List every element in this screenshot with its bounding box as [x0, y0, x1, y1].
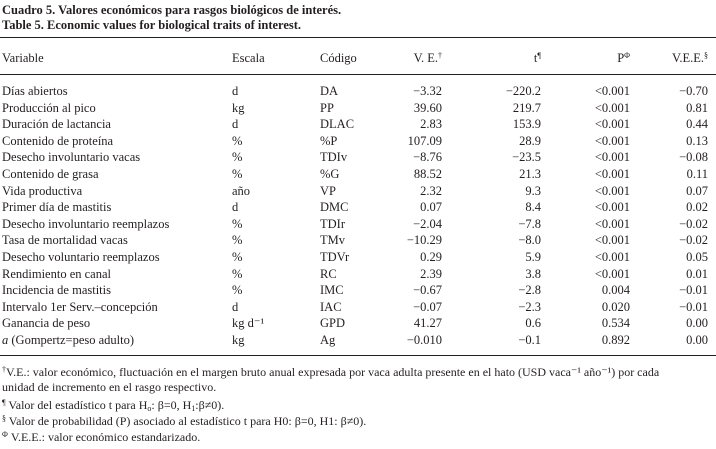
cell-escala: %	[232, 233, 243, 248]
bottom-rule	[0, 355, 716, 356]
cell-t: 0.6	[525, 316, 541, 331]
footnote-vee-mark: Φ	[2, 430, 8, 439]
cell-t: −220.2	[505, 84, 541, 98]
cell-variable: Ganancia de peso	[2, 316, 91, 331]
footnote-p-mark: §	[2, 414, 6, 423]
cell-escala: %	[232, 283, 243, 298]
cell-t: −0.1	[518, 333, 541, 347]
cell-p: 0.534	[601, 316, 630, 331]
cell-codigo: DMC	[320, 200, 349, 215]
table-row	[0, 85, 716, 102]
cell-ve: −8.76	[413, 150, 442, 165]
table-row	[0, 168, 716, 185]
cell-p: 0.020	[601, 299, 630, 314]
cell-ve: 0.29	[420, 250, 442, 264]
table-row	[0, 135, 716, 152]
cell-t: 8.4	[525, 200, 541, 215]
table-row	[0, 317, 716, 334]
cell-ve: −3.32	[413, 84, 442, 98]
table-row	[0, 151, 716, 168]
cell-t: 3.8	[525, 266, 541, 281]
cell-escala: kg d⁻¹	[232, 316, 265, 331]
footnote-t-end: :β≠0).	[195, 398, 225, 412]
header-p	[617, 52, 630, 65]
cell-escala: %	[232, 266, 243, 281]
cell-t: −8.0	[518, 233, 541, 248]
header-vee-label: V.E.E.	[671, 51, 704, 65]
cell-vee: −0.02	[679, 216, 708, 231]
header-p-label: P	[617, 51, 625, 65]
header-rule	[0, 74, 716, 75]
cell-t: −2.3	[518, 299, 541, 314]
cell-p: <0.001	[594, 100, 630, 115]
header-t	[534, 52, 541, 65]
cell-t: −2.8	[518, 283, 541, 298]
cell-escala: año	[232, 183, 251, 198]
cell-vee: −0.70	[679, 84, 708, 98]
cell-escala: kg	[232, 100, 245, 115]
table-row	[0, 284, 716, 301]
cell-vee: 0.81	[686, 100, 708, 115]
cell-variable: Primer día de mastitis	[2, 200, 112, 215]
cell-t: 5.9	[525, 250, 541, 264]
cell-variable: a (Gompertz=peso adulto)	[2, 333, 135, 347]
cell-t: 28.9	[519, 133, 541, 148]
cell-escala: d	[232, 84, 239, 98]
footnote-ve-mark: †	[2, 365, 6, 374]
cell-ve: −2.04	[413, 216, 442, 231]
cell-codigo: TDIv	[320, 150, 348, 165]
cell-p: <0.001	[594, 200, 630, 215]
header-codigo: Código	[320, 51, 357, 65]
table-caption-spanish: Cuadro 5. Valores económicos para rasgos biológicos de interés.	[2, 3, 342, 17]
cell-vee: 0.07	[686, 183, 708, 198]
table-row	[0, 102, 716, 119]
table-row	[0, 234, 716, 251]
cell-p: <0.001	[594, 117, 630, 132]
table-row	[0, 334, 716, 351]
italic-parameter: a	[2, 333, 9, 347]
cell-escala: %	[232, 133, 243, 148]
cell-vee: −0.02	[679, 233, 708, 248]
header-escala: Escala	[232, 51, 265, 65]
cell-t: −7.8	[518, 216, 541, 231]
footnote-ve	[2, 366, 659, 378]
cell-vee: −0.08	[679, 150, 708, 165]
cell-vee: 0.11	[686, 167, 708, 181]
cell-p: <0.001	[594, 167, 630, 181]
footnote-t-sub0: o	[147, 404, 152, 413]
cell-ve: 39.60	[413, 100, 442, 115]
cell-variable: Duración de lactancia	[2, 117, 111, 132]
cell-codigo: TDIr	[320, 216, 345, 231]
cell-variable: Desecho involuntario reemplazos	[2, 216, 170, 231]
top-rule	[0, 37, 716, 38]
cell-codigo: Ag	[320, 333, 336, 347]
cell-ve: 2.32	[420, 183, 442, 198]
cell-escala: d	[232, 299, 239, 314]
table-row	[0, 218, 716, 235]
cell-codigo: VP	[320, 183, 336, 198]
cell-vee: 0.13	[686, 133, 708, 148]
cell-codigo: %G	[320, 167, 340, 181]
cell-codigo: GPD	[320, 316, 346, 331]
footnote-t-mid: : β=0, H	[151, 398, 192, 412]
cell-escala: %	[232, 167, 243, 181]
cell-variable: Vida productiva	[2, 183, 83, 198]
cell-ve: −0.07	[413, 299, 442, 314]
header-t-mark: ¶	[537, 51, 541, 60]
table-row	[0, 185, 716, 202]
cell-p: <0.001	[594, 216, 630, 231]
cell-ve: 107.09	[407, 133, 442, 148]
header-ve-label: V. E.	[413, 51, 438, 65]
footnote-p	[2, 415, 366, 427]
cell-variable: Producción al pico	[2, 100, 96, 115]
header-ve	[414, 52, 442, 65]
cell-ve: 0.07	[420, 200, 442, 215]
cell-vee: 0.02	[686, 200, 708, 215]
cell-variable: Rendimiento en canal	[2, 266, 111, 281]
cell-variable: Incidencia de mastitis	[2, 283, 111, 298]
cell-p: <0.001	[594, 266, 630, 281]
cell-p: <0.001	[594, 150, 630, 165]
cell-t: 219.7	[512, 100, 541, 115]
cell-codigo: IMC	[320, 283, 344, 298]
cell-codigo: TMv	[320, 233, 345, 248]
table-row	[0, 301, 716, 318]
cell-vee: 0.01	[686, 266, 708, 281]
cell-t: −23.5	[512, 150, 541, 165]
footnote-p-text: Valor de probabilidad (P) asociado al estadístico t para H0: β=0, H1: β≠0).	[8, 414, 367, 428]
footnote-ve-continuation: unidad de incremento en el rasgo respectivo.	[2, 380, 217, 394]
cell-codigo: DLAC	[320, 117, 355, 132]
footnote-ve-line1: V.E.: valor económico, fluctuación en el margen bruto anual expresada por vaca adulta presente en el hato (USD vaca⁻¹ año⁻¹) por cada	[6, 365, 660, 379]
header-vee	[672, 52, 708, 65]
cell-variable: Contenido de proteína	[2, 133, 114, 148]
cell-t: 153.9	[512, 117, 541, 132]
cell-ve: 88.52	[413, 167, 442, 181]
cell-variable: Contenido de grasa	[2, 167, 99, 181]
cell-vee: 0.00	[686, 333, 708, 347]
table-row	[0, 118, 716, 135]
header-t-label: t	[533, 51, 538, 65]
cell-vee: 0.05	[686, 250, 708, 264]
cell-variable: Días abiertos	[2, 84, 68, 98]
cell-ve: 2.39	[420, 266, 442, 281]
cell-codigo: TDVr	[320, 250, 350, 264]
cell-t: 21.3	[519, 167, 541, 181]
cell-p: <0.001	[594, 250, 630, 264]
cell-escala: kg	[232, 333, 245, 347]
table-row	[0, 251, 716, 268]
cell-codigo: %P	[320, 133, 338, 148]
cell-codigo: IAC	[320, 299, 342, 314]
footnote-t	[2, 399, 224, 411]
cell-ve: 41.27	[413, 316, 442, 331]
cell-escala: %	[232, 250, 243, 264]
cell-escala: %	[232, 216, 243, 231]
cell-variable: Desecho involuntario vacas	[2, 150, 141, 165]
cell-ve: 2.83	[420, 117, 442, 132]
cell-p: <0.001	[594, 133, 630, 148]
cell-escala: d	[232, 200, 239, 215]
cell-p: <0.001	[594, 84, 630, 98]
cell-ve: −0.67	[413, 283, 442, 298]
cell-vee: −0.01	[679, 299, 708, 314]
cell-vee: −0.01	[679, 283, 708, 298]
header-ve-mark: †	[438, 51, 442, 60]
cell-vee: 0.44	[686, 117, 708, 132]
cell-vee: 0.00	[686, 316, 708, 331]
header-p-mark: Φ	[624, 51, 630, 60]
footnote-t-text: Valor del estadístico t para H	[8, 398, 148, 412]
cell-p: 0.892	[601, 333, 630, 347]
cell-codigo: PP	[320, 100, 334, 115]
header-vee-mark: §	[704, 51, 708, 60]
footnote-vee-text: V.E.E.: valor económico estandarizado.	[10, 430, 201, 444]
cell-codigo: RC	[320, 266, 337, 281]
table-row	[0, 268, 716, 285]
cell-escala: d	[232, 117, 239, 132]
footnote-t-sub1: 1	[191, 404, 196, 413]
header-variable: Variable	[2, 51, 44, 65]
cell-ve: −0.010	[406, 333, 442, 347]
table-caption-english: Table 5. Economic values for biological traits of interest.	[2, 18, 302, 32]
cell-p: <0.001	[594, 183, 630, 198]
cell-p: 0.004	[601, 283, 630, 298]
cell-variable: Tasa de mortalidad vacas	[2, 233, 128, 248]
cell-t: 9.3	[525, 183, 541, 198]
cell-codigo: DA	[320, 84, 339, 98]
cell-ve: −10.29	[406, 233, 442, 248]
cell-p: <0.001	[594, 233, 630, 248]
cell-escala: %	[232, 150, 243, 165]
footnote-vee	[2, 431, 200, 443]
footnote-t-mark: ¶	[2, 398, 6, 407]
cell-variable: Intervalo 1er Serv.–concepción	[2, 299, 158, 314]
table-row	[0, 201, 716, 218]
cell-variable: Desecho voluntario reemplazos	[2, 250, 160, 264]
